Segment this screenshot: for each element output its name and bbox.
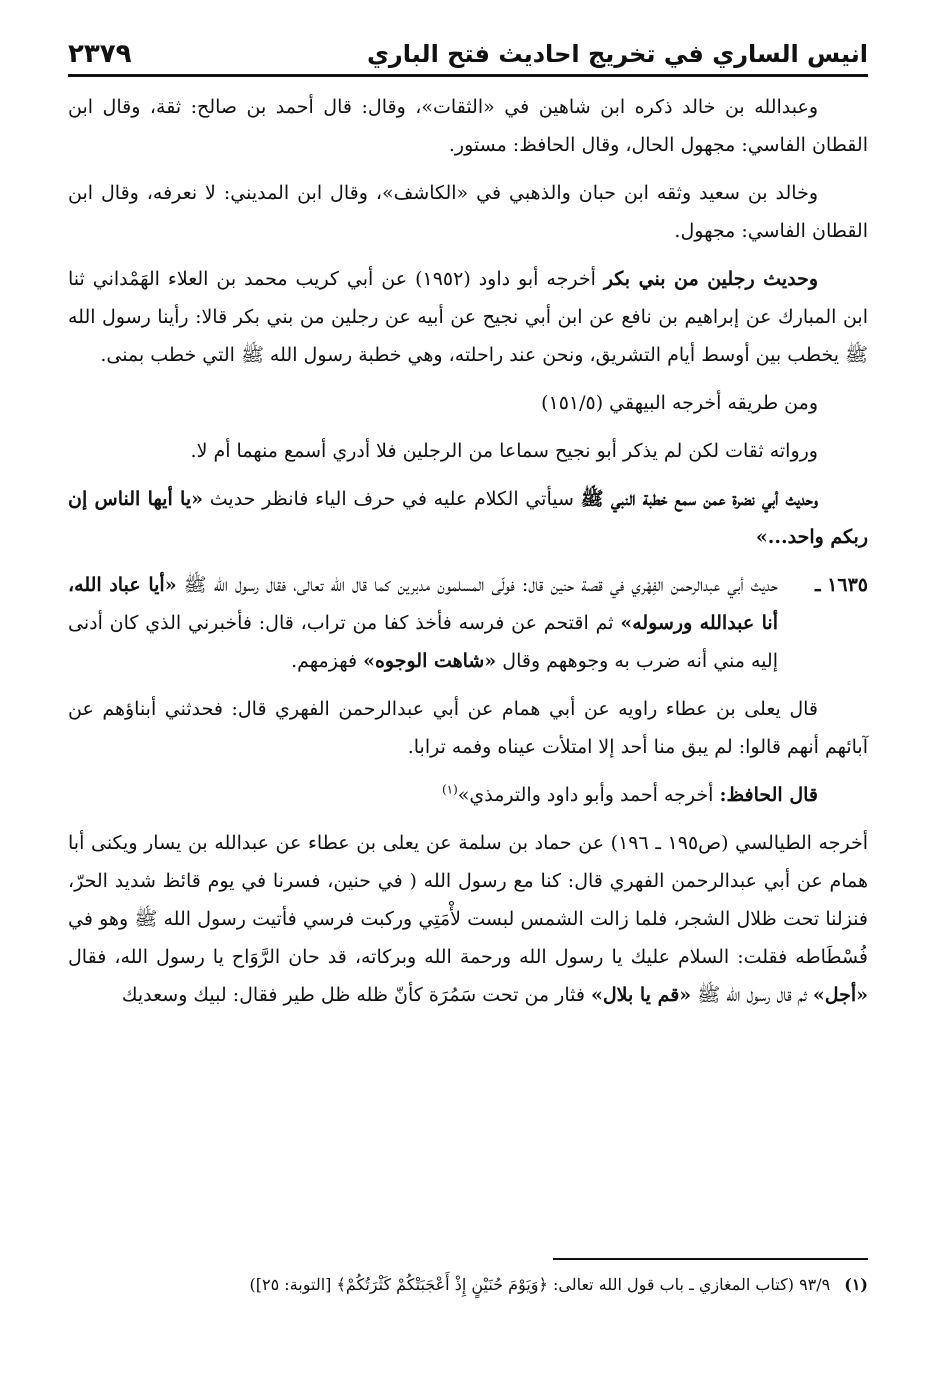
main-text <box>68 88 868 1024</box>
hadith-heading: وحديث رجلين من بني بكر <box>603 268 818 290</box>
paragraph <box>68 690 868 766</box>
paragraph <box>68 824 868 1014</box>
running-title: انيس الساري في تخريج احاديث فتح الباري <box>366 40 868 68</box>
paragraph-text: قال يعلى بن عطاء راويه عن أبي همام عن أبي عبدالرحمن الفهري قال: فحدثني أبناؤهم عن آبائهم أنهم قالوا: لم يبق منا أحد إلا امتلأت عيناه وفمه ترابا. <box>68 698 868 758</box>
paragraph-text: أخرجه أبو داود (١٩٥٢) عن أبي كريب محمد بن العلاء الهَمْداني ثنا ابن المبارك عن إبراهيم بن نافع عن ابن أبي نجيح عن أبيه عن رجلين من بني بكر قالا: رأينا رسول الله ﷺ يخطب بين أوسط أيام التشريق، ونحن عند راحلته، وهي خطبة رسول الله ﷺ التي خطب بمنى. <box>68 268 868 366</box>
paragraph-text: وعبدالله بن خالد ذكره ابن شاهين في «الثقات»، وقال: قال أحمد بن صالح: ثقة، وقال ابن القطان الفاسي: مجهول الحال، وقال الحافظ: مستور. <box>68 96 868 156</box>
paragraph-text: ومن طريقه أخرجه البيهقي (١٥١/٥) <box>541 392 818 414</box>
paragraph-text: وخالد بن سعيد وثقه ابن حبان والذهبي في «الكاشف»، وقال ابن المديني: لا نعرفه، وقال ابن القطان الفاسي: مجهول. <box>68 182 868 242</box>
paragraph <box>68 260 868 374</box>
footnote-text: ٩٣/٩ (كتاب المغازي ـ باب قول الله تعالى: ﴿وَيَوْمَ حُنَيْنٍ إِذْ أَعْجَبَتْكُمْ كَثْرَتُكُمْ﴾ [التوبة: ٢٥]) <box>249 1275 831 1294</box>
hadith-text: حديث أبي عبدالرحمن الفِهْري في قصة حنين قال: فولّى المسلمون مدبرين كما قال الله تعالى، فقال رسول الله ﷺ <box>176 574 778 596</box>
hadith-text: ثم اقتحم عن فرسه فأخذ كفا من تراب، قال: فأخبرني الذي كان أدنى إليه مني أنه ضرب به وجوههم وقال <box>68 612 778 672</box>
paragraph-text: ثم قال رسول الله ﷺ <box>691 984 813 1006</box>
page-number: ٢٣٧٩ <box>68 39 132 69</box>
paragraph <box>68 480 868 556</box>
paragraph-text: أخرجه الطيالسي (ص١٩٥ ـ ١٩٦) عن حماد بن سلمة عن يعلى بن عطاء عن عبدالله بن يسار ويكنى أبا همام عن أبي عبدالرحمن الفهري قال: كنا مع رسول الله ( في حنين، فسرنا في يوم قائظ شديد الحرّ، فنزلنا تحت ظلال الشجر، فلما زالت الشمس لبست لأْمَتِي وركبت فرسي فأتيت رسول الله ﷺ وهو في فُسْطَاطه فقلت: السلام عليك يا رسول الله ورحمة الله وبركاته، قد حان الرَّوَاح يا رسول الله، فقال <box>68 832 868 968</box>
paragraph-text: سيأتي الكلام عليه في حرف الياء فانظر حديث <box>203 488 581 510</box>
paragraph <box>68 384 868 422</box>
paragraph <box>68 432 868 470</box>
footnote-divider <box>553 1258 868 1260</box>
hadith-text: فهزمهم. <box>291 650 364 672</box>
footnote <box>68 1268 868 1302</box>
paragraph-text: فثار من تحت سَمُرَة كأنّ ظله ظل طير فقال: لبيك وسعديك <box>121 984 591 1006</box>
paragraph-text: أخرجه أحمد وأبو داود والترمذي» <box>457 784 720 806</box>
paragraph <box>68 174 868 250</box>
page-header <box>68 34 868 77</box>
hadith-entry <box>68 566 868 680</box>
footnote-marker[interactable]: (١) <box>441 782 458 797</box>
footnote-number: (١) <box>844 1275 868 1294</box>
hadith-quote: «قم يا بلال» <box>590 984 692 1006</box>
paragraph <box>68 776 868 814</box>
paragraph <box>68 88 868 164</box>
hadith-number: ١٦٣٥ ـ <box>814 574 868 596</box>
hadith-quote: «أجل» <box>812 984 868 1006</box>
hafiz-label: قال الحافظ: <box>719 784 818 806</box>
hadith-quote: «أيا عباد الله، أنا عبدالله ورسوله» <box>68 574 778 634</box>
hadith-heading: وحديث أبي نضرة عمن سمع خطبة النبي ﷺ <box>580 488 818 510</box>
paragraph-text: ورواته ثقات لكن لم يذكر أبو نجيح سماعا من الرجلين فلا أدري أسمع منهما أم لا. <box>190 440 818 462</box>
hadith-quote: «شاهت الوجوه» <box>363 650 497 672</box>
hadith-quote: «يا أيها الناس إن ربكم واحد...» <box>68 488 868 548</box>
